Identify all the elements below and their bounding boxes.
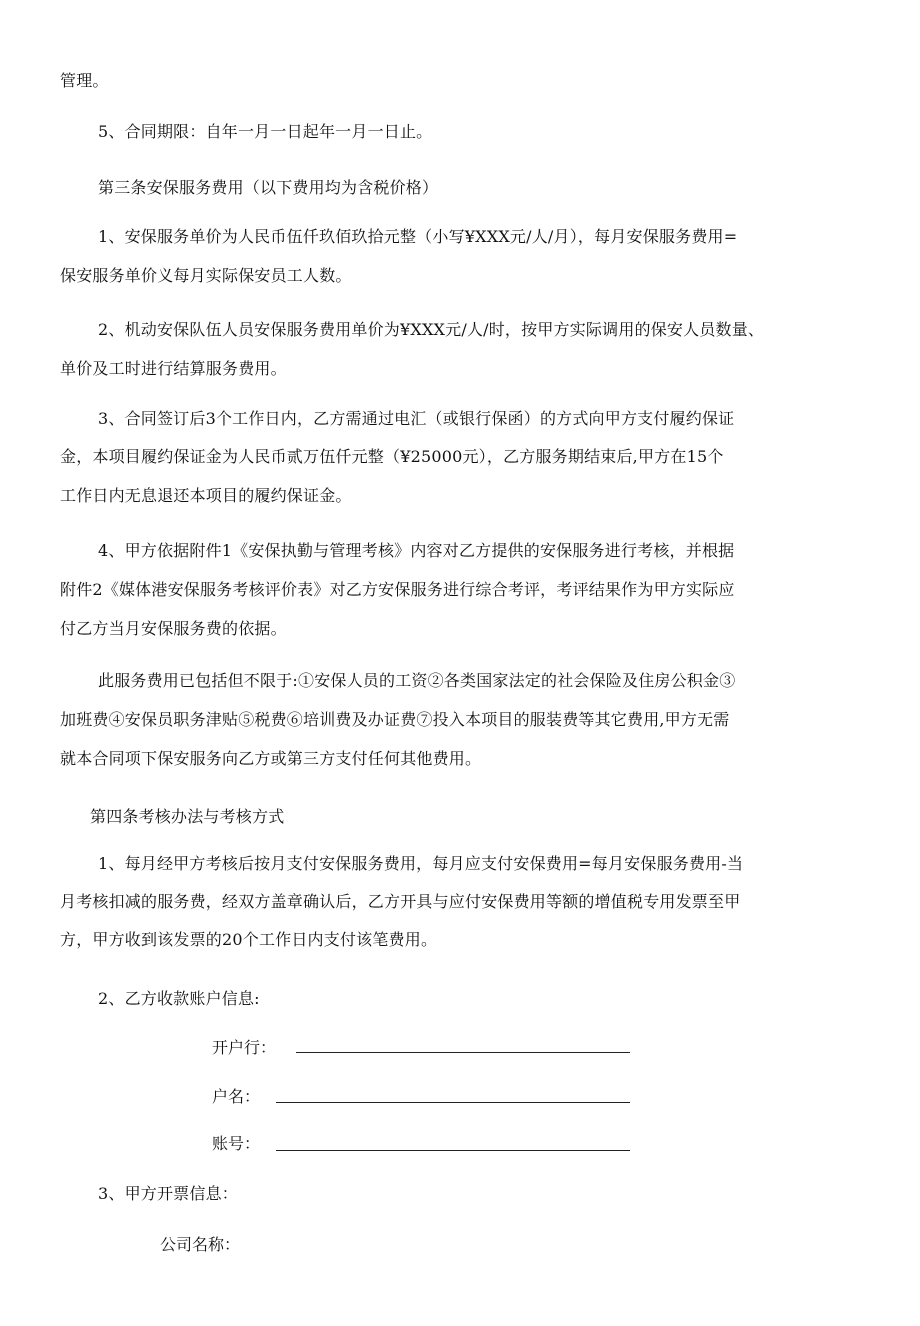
fee-item-3-line-1: 3、合同签订后3个工作日内，乙方需通过电汇（或银行保函）的方式向甲方支付履约保证 [98, 409, 735, 428]
fee-item-4-line-3: 付乙方当月安保服务费的依据。 [60, 619, 287, 638]
fee-item-3-line-3: 工作日内无息退还本项目的履约保证金。 [60, 486, 352, 505]
fee-item-2-line-2: 单价及工时进行结算服务费用。 [60, 359, 287, 378]
fee-item-4-line-1: 4、甲方依据附件1《安保执勤与管理考核》内容对乙方提供的安保服务进行考核，并根据 [98, 541, 735, 560]
assessment-item-1-line-1: 1、每月经甲方考核后按月支付安保服务费用，每月应支付安保费用=每月安保服务费用-当 [98, 854, 744, 873]
bank-name-label: 开户行： [212, 1038, 277, 1057]
article-four-heading: 第四条考核办法与考核方式 [90, 807, 285, 826]
fee-item-2-line-1: 2、机动安保队伍人员安保服务费用单价为¥XXX元/人/时，按甲方实际调用的保安人员数量、 [98, 320, 765, 339]
fee-includes-line-1: 此服务费用已包括但不限于:①安保人员的工资②各类国家法定的社会保险及住房公积金③ [98, 671, 736, 690]
account-number-label: 账号： [212, 1134, 261, 1153]
account-number-field[interactable] [276, 1150, 630, 1151]
assessment-item-1-line-2: 月考核扣减的服务费，经双方盖章确认后，乙方开具与应付安保费用等额的增值税专用发票至甲 [60, 892, 741, 911]
account-name-field[interactable] [276, 1102, 630, 1103]
invoice-info-heading: 3、甲方开票信息： [98, 1184, 238, 1203]
fee-item-1-line-2: 保安服务单价义每月实际保安员工人数。 [60, 266, 352, 285]
fee-includes-line-3: 就本合同项下保安服务向乙方或第三方支付任何其他费用。 [60, 749, 482, 768]
article-three-heading: 第三条安保服务费用（以下费用均为含税价格） [98, 178, 439, 197]
assessment-item-1-line-3: 方，甲方收到该发票的20个工作日内支付该笔费用。 [60, 930, 438, 949]
paragraph-text: 管理。 [60, 71, 109, 90]
account-name-label: 户名： [212, 1087, 261, 1106]
company-name-label: 公司名称： [160, 1235, 241, 1254]
bank-name-field[interactable] [296, 1052, 630, 1053]
fee-item-1-line-1: 1、安保服务单价为人民币伍仟玖佰玖拾元整（小写¥XXX元/人/月），每月安保服务费用= [98, 227, 738, 246]
fee-item-3-line-2: 金，本项目履约保证金为人民币贰万伍仟元整（¥25000元），乙方服务期结束后,甲方在15个 [60, 447, 724, 466]
receiving-account-heading: 2、乙方收款账户信息: [98, 989, 260, 1008]
contract-term-text: 5、合同期限：自年一月一日起年一月一日止。 [98, 122, 433, 141]
fee-item-4-line-2: 附件2《媒体港安保服务考核评价表》对乙方安保服务进行综合考评，考评结果作为甲方实际应 [60, 580, 735, 599]
fee-includes-line-2: 加班费④安保员职务津贴⑤税费⑥培训费及办证费⑦投入本项目的服装费等其它费用,甲方无需 [60, 710, 730, 729]
